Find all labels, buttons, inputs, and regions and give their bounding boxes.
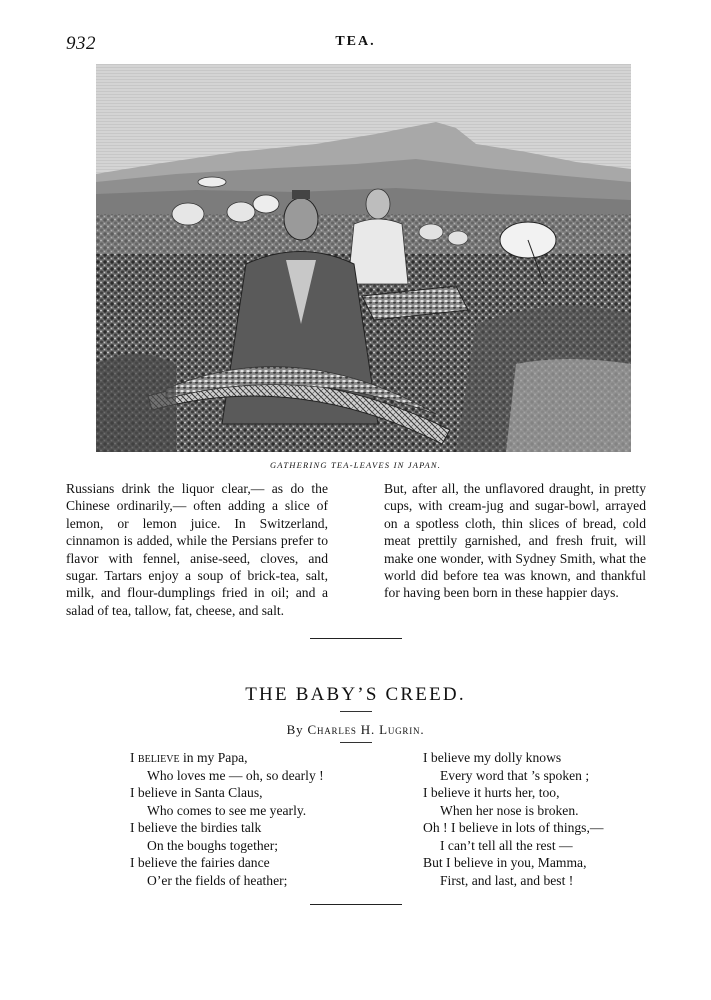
poem-line: Who comes to see me yearly.: [147, 802, 307, 818]
article-column-right: [384, 480, 646, 602]
poem-line: I believe in my Papa,: [130, 750, 248, 765]
engraving-image: [96, 64, 631, 452]
byline-underline: [340, 742, 372, 743]
poem-line: I believe the fairies dance: [130, 855, 270, 870]
poem-line: When her nose is broken.: [440, 802, 579, 818]
article-paragraph-right: But, after all, the unflavored draught, in pretty cups, with cream-jug and sugar-bowl, arrayed on a spotless cloth, thin slices of bread, cold meat prettily garnished, and fresh fruit, will make one wonder, with Sydney Smith, what the world did before tea was known, and thankful for having been born in these happier days.: [384, 481, 646, 601]
poem-author: Charles H. Lugrin.: [307, 722, 425, 737]
poem-line: First, and last, and best !: [440, 872, 574, 888]
poem-line: Who loves me — oh, so dearly !: [147, 767, 324, 783]
article-column-left: [66, 480, 328, 619]
poem-stanza-right: [423, 749, 603, 889]
poem-line: I can’t tell all the rest —: [440, 837, 573, 853]
poem-line: Every word that ’s spoken ;: [440, 767, 590, 783]
poem-line: I believe in Santa Claus,: [130, 785, 263, 800]
illustration-caption: GATHERING TEA-LEAVES IN JAPAN.: [269, 460, 442, 470]
poem-line: O’er the fields of heather;: [147, 872, 288, 888]
title-underline: [340, 711, 372, 712]
poem-line: Oh ! I believe in lots of things,—: [423, 820, 604, 835]
page-number: 932: [66, 33, 96, 54]
section-divider-top: [310, 638, 402, 639]
poem-line: On the boughs together;: [147, 837, 279, 853]
poem-line: I believe it hurts her, too,: [423, 785, 560, 800]
poem-byline: [0, 722, 711, 738]
byline-prefix: By: [286, 722, 304, 737]
poem-stanza-left: [130, 749, 324, 889]
section-divider-bottom: [310, 904, 402, 905]
tea-gathering-engraving: [96, 64, 631, 452]
poem-first-word: I believe: [130, 750, 180, 765]
article-paragraph-left: Russians drink the liquor clear,— as do the Chinese ordinarily,— often adding a slice of lemon, or lemon juice. In Switzerland, cinnamon is added, while the Persians prefer to flavor with fennel, anise-seed, cloves, and sugar. Tartars enjoy a soup of brick-tea, salt, milk, and flour-dumplings fried in oil; and a salad of tea, tallow, fat, cheese, and salt.: [66, 481, 328, 618]
poem-line: I believe the birdies talk: [130, 820, 262, 835]
poem-line: But I believe in you, Mamma,: [423, 855, 587, 870]
poem-line: I believe my dolly knows: [423, 750, 562, 765]
poem-title: THE BABY’S CREED.: [245, 684, 466, 705]
running-title: TEA.: [335, 34, 376, 49]
